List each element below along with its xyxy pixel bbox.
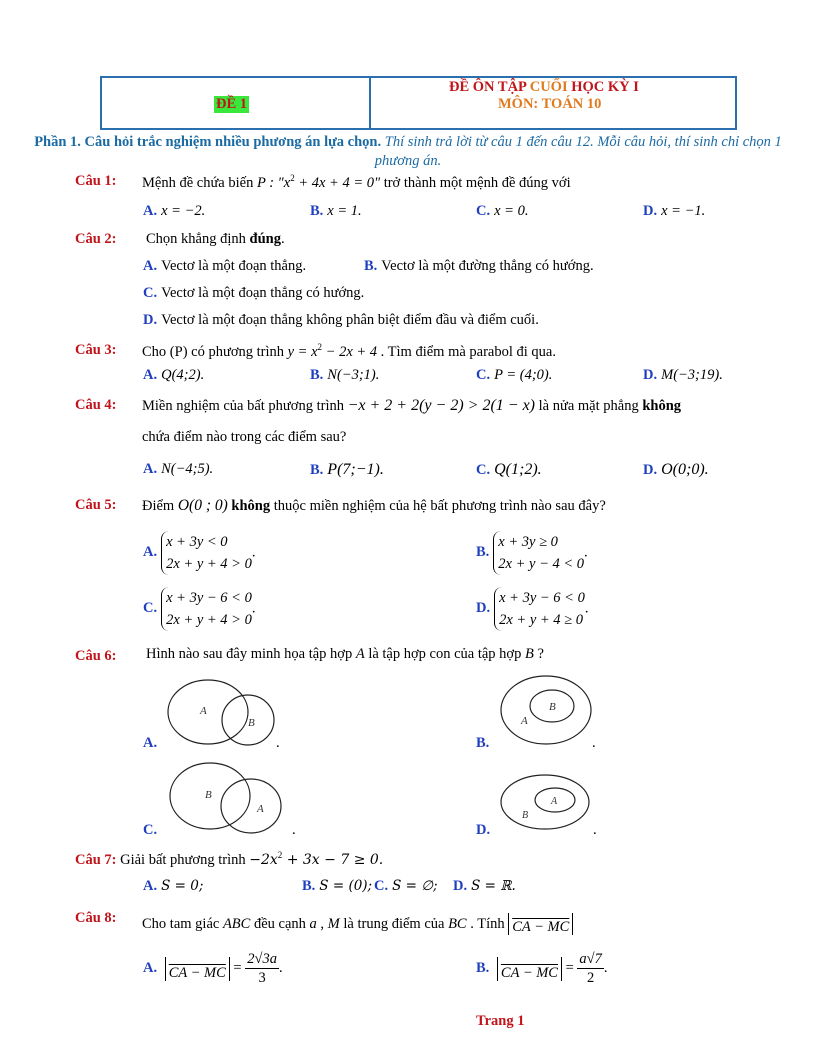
venn-a-label-inner: A: [200, 705, 207, 717]
q4-option-b[interactable]: B. P(7;−1).: [310, 461, 384, 478]
q5-option-d[interactable]: D.x + 3y − 6 < 0 2x + y + 4 ≥ 0.: [476, 587, 588, 631]
question-1: Câu 1:: [75, 173, 117, 189]
q6-option-b[interactable]: B.: [476, 735, 490, 751]
q5-option-c[interactable]: C.x + 3y − 6 < 0 2x + y + 4 > 0.: [143, 587, 255, 631]
q4-option-d[interactable]: D. O(0;0).: [643, 461, 709, 478]
question-5: Câu 5:: [75, 497, 117, 513]
question-3-text: Cho (P) có phương trình $y = x^2 - 2x + 4$ . Tìm điểm mà parabol đi qua.: [142, 342, 556, 360]
question-3: Câu 3:: [75, 342, 117, 358]
vector-expression: CA − MC: [512, 919, 570, 935]
q7-option-c[interactable]: C. S = ∅;: [374, 878, 438, 894]
question-4-text: Miền nghiệm của bất phương trình −x + 2 + 2(y − 2) > 2(1 − x) là nửa mặt phẳng không: [142, 397, 682, 414]
question-2-text: Chọn khẳng định đúng.: [146, 231, 285, 247]
question-5-text: Điểm O(0 ; 0) không thuộc miền nghiệm của hệ bất phương trình nào sau đây?: [142, 497, 606, 514]
venn-b-label-outer: A: [521, 715, 528, 727]
question-6: Câu 6:: [75, 648, 117, 664]
q4-option-c[interactable]: C. Q(1;2).: [476, 461, 542, 478]
q6-option-a[interactable]: A.: [143, 735, 158, 751]
header-divider: [369, 76, 371, 130]
header-box: [100, 76, 737, 130]
exam-title: ĐỀ ÔN TẬP CUỐI HỌC KỲ I: [449, 79, 639, 95]
q7-option-b[interactable]: B. S = (0);: [302, 878, 373, 894]
q3-option-b[interactable]: B. N(−3;1).: [310, 367, 380, 383]
q6-option-d[interactable]: D.: [476, 822, 491, 838]
q5-option-b[interactable]: B.x + 3y ≥ 0 2x + y − 4 < 0.: [476, 531, 588, 575]
question-8-text: Cho tam giác ABC đều cạnh a , M là trung điểm của BC . Tính CA − MC: [142, 910, 573, 933]
venn-a-label-outer: B: [248, 717, 255, 729]
q2-option-d[interactable]: D. Vectơ là một đoạn thẳng không phân biệt điểm đầu và điểm cuối.: [143, 312, 539, 328]
venn-d-label-inner: A: [551, 796, 558, 807]
venn-c-label-inner: B: [205, 789, 212, 801]
question-7: Câu 7: Giải bất phương trình $-2x^2 + 3x - 7 \ge 0$.: [75, 850, 384, 868]
venn-diagram-c: [163, 760, 287, 836]
venn-c-label-outer: A: [257, 803, 264, 815]
subject-title: MÔN: TOÁN 10: [498, 96, 602, 112]
question-6-text: Hình nào sau đây minh họa tập hợp A là tập hợp con của tập hợp B ?: [146, 646, 544, 662]
venn-b-label-inner: B: [549, 701, 556, 713]
q8-option-a[interactable]: A. CA − MC = $\frac{2√3a}{3}$ .: [143, 951, 283, 986]
page-number: Trang 1: [476, 1013, 525, 1029]
venn-diagram-b: [497, 672, 593, 748]
q3-option-a[interactable]: A. Q(4;2).: [143, 367, 205, 383]
q7-option-a[interactable]: A. S = 0;: [143, 878, 204, 894]
venn-d-label-outer: B: [522, 810, 529, 821]
q1-option-b[interactable]: B. x = 1.: [310, 203, 362, 219]
q3-option-d[interactable]: D. M(−3;19).: [643, 367, 723, 383]
exam-code: ĐỀ 1: [216, 96, 248, 112]
q5-option-a[interactable]: A.x + 3y < 0 2x + y + 4 > 0.: [143, 531, 255, 575]
q2-option-c[interactable]: C. Vectơ là một đoạn thẳng có hướng.: [143, 285, 365, 301]
question-2: Câu 2:: [75, 231, 117, 247]
question-4-text-line2: chứa điểm nào trong các điểm sau?: [142, 429, 347, 445]
question-4: Câu 4:: [75, 397, 117, 413]
q2-option-a[interactable]: A. Vectơ là một đoạn thẳng.: [143, 258, 307, 274]
q1-option-c[interactable]: C. x = 0.: [476, 203, 529, 219]
q1-option-d[interactable]: D. x = −1.: [643, 203, 706, 219]
q4-option-a[interactable]: A. N(−4;5).: [143, 461, 214, 477]
q8-option-b[interactable]: B. CA − MC = $\frac{a√7}{2}$ .: [476, 951, 608, 986]
q3-option-c[interactable]: C. P = (4;0).: [476, 367, 553, 383]
venn-diagram-d: [498, 772, 592, 832]
question-1-text: Mệnh đề chứa biến P : "$x^2 + 4x + 4 = 0$" trở thành một mệnh đề đúng với: [142, 173, 571, 191]
q6-option-c[interactable]: C.: [143, 822, 158, 838]
q7-option-d[interactable]: D. S = ℝ.: [453, 878, 516, 894]
section-caption: Phần 1. Câu hỏi trắc nghiệm nhiều phương án lựa chọn. Thí sinh trả lời từ câu 1 đến câu 12. Mỗi câu hỏi, thí sinh chỉ chọn 1 phương án.: [34, 134, 782, 169]
q1-option-a[interactable]: A. x = −2.: [143, 203, 206, 219]
question-8: Câu 8:: [75, 910, 117, 926]
q2-option-b[interactable]: B. Vectơ là một đường thẳng có hướng.: [364, 258, 594, 274]
venn-diagram-a: [160, 676, 280, 750]
